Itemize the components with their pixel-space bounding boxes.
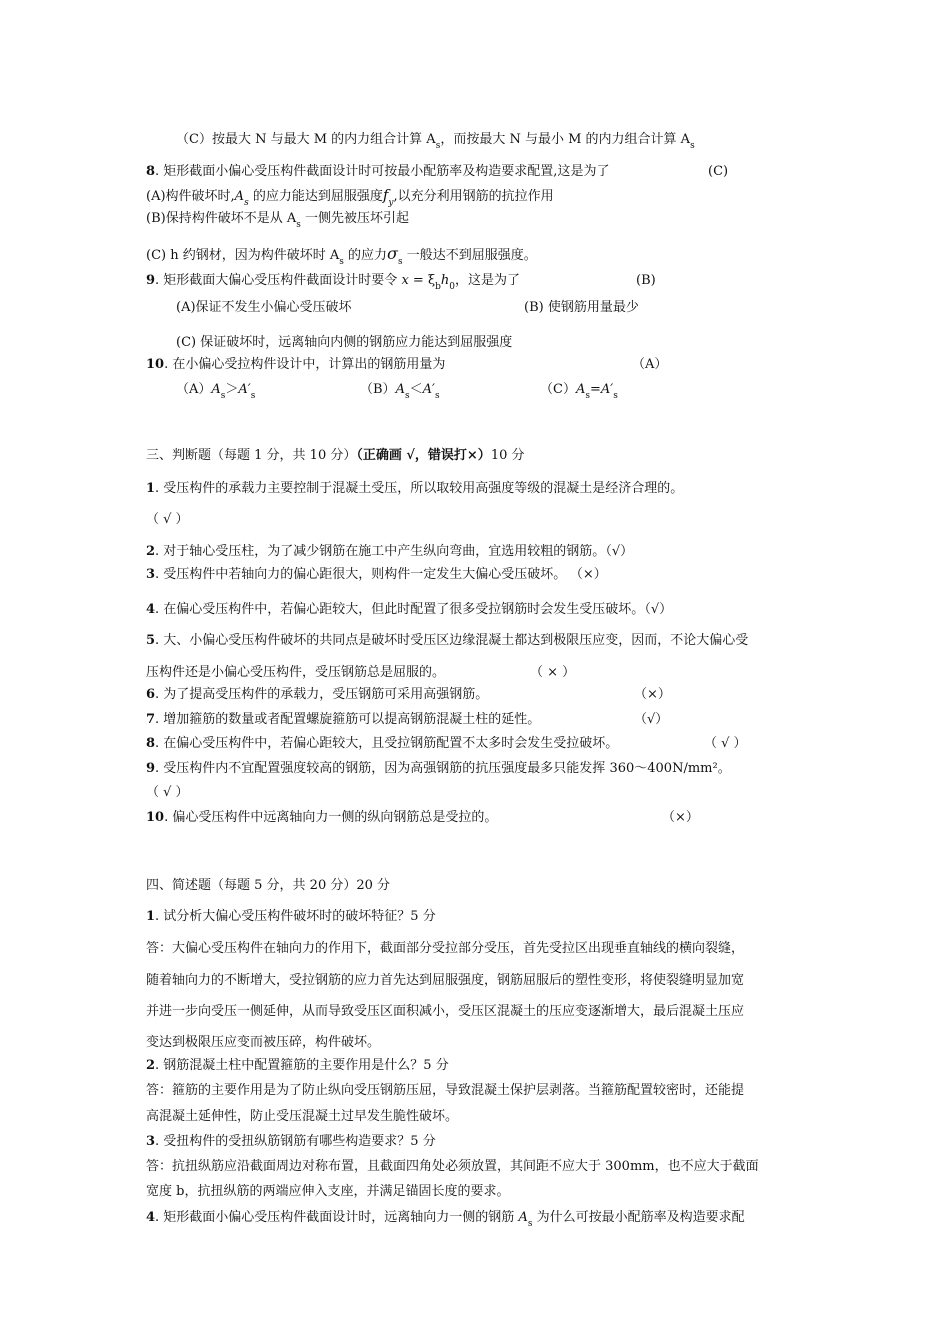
q8-stem [146, 163, 609, 181]
judge-item-3 [146, 566, 607, 584]
q9-x: x [401, 273, 409, 288]
q8b-post: 一侧先被压坏引起 [300, 211, 409, 226]
q10a-v: A [211, 382, 221, 397]
judge-7-num: 7 [146, 712, 156, 727]
q10c-s: s [585, 391, 590, 401]
q8-option-a [146, 186, 554, 207]
q7-option-c [176, 131, 695, 150]
q7c-sub1: s [435, 141, 441, 151]
q9-h: h [440, 273, 450, 288]
q9-stem-post: ，这是为了 [455, 273, 521, 288]
sec3-title-pre: 三、判断题（每题 1 分，共 10 分） [146, 448, 357, 463]
q8a-post: ,以充分利用钢筋的抗拉作用 [393, 189, 554, 204]
judge-2-text: . 对于轴心受压柱，为了减少钢筋在施工中产生纵向弯曲，宜选用较粗的钢筋。 [155, 544, 606, 559]
short-a2-line2: 高混凝土延伸性，防止受压混凝土过早发生脆性破坏。 [146, 1109, 459, 1124]
short-a1-line2: 随着轴向力的不断增大，受拉钢筋的应力首先达到屈服强度，钢筋屈服后的塑性变形，将使裂缝明显加宽 [146, 973, 745, 988]
short-a3-line1: 答：抗扭纵筋应沿截面周边对称布置，且截面四角处必须放置，其间距不应大于 300mm，也不应大于截面 [146, 1159, 759, 1174]
judge-4-mark: （√） [644, 602, 673, 617]
judge-8-text: . 在偏心受压构件中，若偏心距较大，且受拉钢筋配置不太多时会发生受拉破坏。 [155, 736, 619, 751]
q9-stem-pre: . 矩形截面大偏心受压构件截面设计时要令 [155, 273, 402, 288]
q10a-s2: s [250, 391, 256, 401]
q10a-pre: （A） [176, 382, 212, 397]
q8a-pre: (A)构件破坏时, [146, 189, 235, 204]
short-q3-num: 3 [146, 1134, 156, 1149]
q9-xi-sub: b [435, 282, 441, 292]
q8c-ssub: s [397, 257, 403, 267]
short-q3-text: . 受扭构件的受扭纵筋钢筋有哪些构造要求？5 分 [155, 1134, 436, 1149]
judge-item-8 [146, 735, 618, 753]
judge-10-num: 10 [146, 810, 165, 825]
short-q4-sub: s [527, 1219, 533, 1229]
q8-answer: (C) [708, 164, 729, 179]
q8a-fsub: y [388, 198, 394, 208]
judge-6-mark: （×） [634, 687, 671, 702]
judge-item-1 [146, 480, 683, 498]
q7c-sub2: s [690, 141, 695, 151]
q8a-var: A [234, 189, 245, 204]
q10b-op: ＜ [409, 382, 423, 397]
judge-9-text: . 受压构件内不宜配置强度较高的钢筋，因为高强钢筋的抗压强度最多只能发挥 360～400N/mm²。 [155, 761, 731, 776]
sec3-title-bold: （正确画 √，错误打×） [356, 448, 491, 463]
q8c-post: 一般达不到屈服强度。 [402, 248, 537, 263]
q10a-op: ＞ [225, 382, 239, 397]
q10c-s2: s [613, 391, 618, 401]
short-q2-text: . 钢筋混凝土柱中配置箍筋的主要作用是什么？5 分 [155, 1058, 449, 1073]
q9-h-sub: 0 [449, 282, 455, 292]
q10b-pre: （B） [360, 382, 396, 397]
judge-2-num: 2 [146, 544, 156, 559]
q10b-v: A [395, 382, 405, 397]
short-a1-line3: 并进一步向受压一侧延伸，从而导致受压区面积减小，受压区混凝土的压应变逐渐增大，最后混凝土压应 [146, 1004, 745, 1019]
judge-8-mark: （ √ ） [704, 736, 747, 751]
short-q3 [146, 1133, 436, 1151]
q8-option-b [146, 210, 409, 229]
short-q1-num: 1 [146, 909, 156, 924]
short-a2-line1: 答：箍筋的主要作用是为了防止纵向受压钢筋压屈，导致混凝土保护层剥落。当箍筋配置较密时，还能提 [146, 1083, 745, 1098]
q10c-v: A [575, 382, 586, 397]
q10-stem-text: . 在小偏心受拉构件设计中，计算出的钢筋用量为 [164, 357, 446, 372]
judge-9-mark: （ √ ） [146, 785, 189, 800]
q10-answer: （A） [632, 357, 668, 372]
q10c-op: = [589, 382, 601, 397]
judge-9-num: 9 [146, 761, 156, 776]
judge-2-mark: （√） [605, 544, 634, 559]
q7c-text: （C）按最大 N 与最大 M 的内力组合计算 A [176, 132, 436, 147]
section-3-title [146, 447, 525, 465]
judge-3-text: . 受压构件中若轴向力的偏心距很大，则构件一定发生大偏心受压破坏。 [155, 567, 567, 582]
judge-3-num: 3 [146, 567, 156, 582]
q10-option-c [540, 381, 618, 400]
q8-stem-text: . 矩形截面小偏心受压构件截面设计时可按最小配筋率及构造要求配置,这是为了 [155, 164, 610, 179]
judge-1-num: 1 [146, 481, 156, 496]
judge-5-mark: （ × ） [530, 665, 576, 680]
q9-eq: = ξ [408, 273, 436, 288]
q8b-pre: (B)保持构件破坏不是从 A [146, 211, 297, 226]
q8-option-c [146, 245, 537, 266]
q8c-mid: 的应力 [343, 248, 388, 263]
q8a-sub: s [244, 198, 249, 208]
q8-number: 8 [146, 164, 156, 179]
q10b-s2: s [434, 391, 440, 401]
short-q4-num: 4 [146, 1210, 156, 1225]
q9-option-c: (C) 保证破坏时，远离轴向内侧的钢筋应力能达到屈服强度 [176, 335, 513, 350]
sec3-title-post: 10 分 [490, 448, 525, 463]
q8b-sub: s [296, 220, 301, 230]
judge-6-text: . 为了提高受压构件的承载力，受压钢筋可采用高强钢筋。 [155, 687, 489, 702]
q10a-v2: A′ [238, 382, 251, 397]
judge-10-mark: （×） [662, 810, 699, 825]
q7c-mid: ，而按最大 N 与最小 M 的内力组合计算 A [440, 132, 691, 147]
q9-answer: (B) [636, 273, 656, 288]
judge-item-10 [146, 809, 497, 827]
short-q4-pre: . 矩形截面小偏心受压构件截面设计时，远离轴向力一侧的钢筋 [155, 1210, 519, 1225]
short-q1 [146, 908, 436, 926]
short-a3-line2: 宽度 b，抗扭纵筋的两端应伸入支座，并满足锚固长度的要求。 [146, 1184, 510, 1199]
judge-4-num: 4 [146, 602, 156, 617]
judge-5-text2: 压构件还是小偏心受压构件，受压钢筋总是屈服的。 [146, 665, 446, 680]
judge-item-7 [146, 711, 540, 729]
q10b-s: s [404, 391, 410, 401]
q9-option-a: (A)保证不发生小偏心受压破坏 [176, 300, 352, 315]
short-q2 [146, 1057, 449, 1075]
judge-item-9 [146, 760, 731, 778]
judge-6-num: 6 [146, 687, 156, 702]
judge-5-text: . 大、小偏心受压构件破坏的共同点是破坏时受压区边缘混凝土都达到极限压应变，因而，不论大偏心受 [155, 633, 749, 648]
q9-option-b: (B) 使钢筋用量最少 [524, 300, 639, 315]
short-q4-post: 为什么可按最小配筋率及构造要求配 [532, 1210, 745, 1225]
short-q4 [146, 1209, 745, 1228]
q9-number: 9 [146, 273, 156, 288]
q10c-pre: （C） [540, 382, 576, 397]
judge-10-text: . 偏心受压构件中远离轴向力一侧的纵向钢筋总是受拉的。 [164, 810, 498, 825]
short-a1-line4: 变达到极限压应变而被压碎，构件破坏。 [146, 1035, 381, 1050]
q10-stem [146, 356, 445, 374]
short-q1-text: . 试分析大偏心受压构件破坏时的破坏特征？5 分 [155, 909, 436, 924]
judge-1-text: . 受压构件的承载力主要控制于混凝土受压，所以取较用高强度等级的混凝土是经济合理的。 [155, 481, 684, 496]
judge-3-mark: （×） [576, 567, 607, 582]
judge-1-mark: （ √ ） [146, 512, 189, 527]
short-q2-num: 2 [146, 1058, 156, 1073]
q8c-sub: s [339, 257, 344, 267]
judge-item-5 [146, 632, 748, 650]
judge-4-text: . 在偏心受压构件中，若偏心距较大，但此时配置了很多受拉钢筋时会发生受压破坏。 [155, 602, 645, 617]
short-a1-line1: 答：大偏心受压构件在轴向力的作用下，截面部分受拉部分受压，首先受拉区出现垂直轴线的横向裂缝， [146, 941, 745, 956]
q10c-v2: A′ [600, 382, 614, 397]
judge-item-2 [146, 543, 633, 561]
q10-option-b [360, 381, 440, 400]
q8c-pre: (C) h 约钢材，因为构件破坏时 A [146, 248, 340, 263]
q10b-v2: A′ [422, 382, 435, 397]
q8a-mid: 的应力能达到屈服强度 [248, 189, 383, 204]
q10-number: 10 [146, 357, 165, 372]
q10-option-a [176, 381, 255, 400]
q9-stem [146, 272, 520, 291]
judge-item-5-cont [146, 664, 445, 682]
judge-8-num: 8 [146, 736, 156, 751]
q8c-sigma: σ [387, 244, 398, 263]
short-q4-var: A [518, 1210, 528, 1225]
judge-item-6 [146, 686, 488, 704]
judge-item-4 [146, 601, 672, 619]
q10a-s: s [220, 391, 226, 401]
judge-7-mark: （√） [634, 712, 669, 727]
section-4-title: 四、简述题（每题 5 分，共 20 分）20 分 [146, 878, 391, 893]
judge-5-num: 5 [146, 633, 156, 648]
judge-7-text: . 增加箍筋的数量或者配置螺旋箍筋可以提高钢筋混凝土柱的延性。 [155, 712, 541, 727]
q8a-f: f [382, 186, 389, 204]
